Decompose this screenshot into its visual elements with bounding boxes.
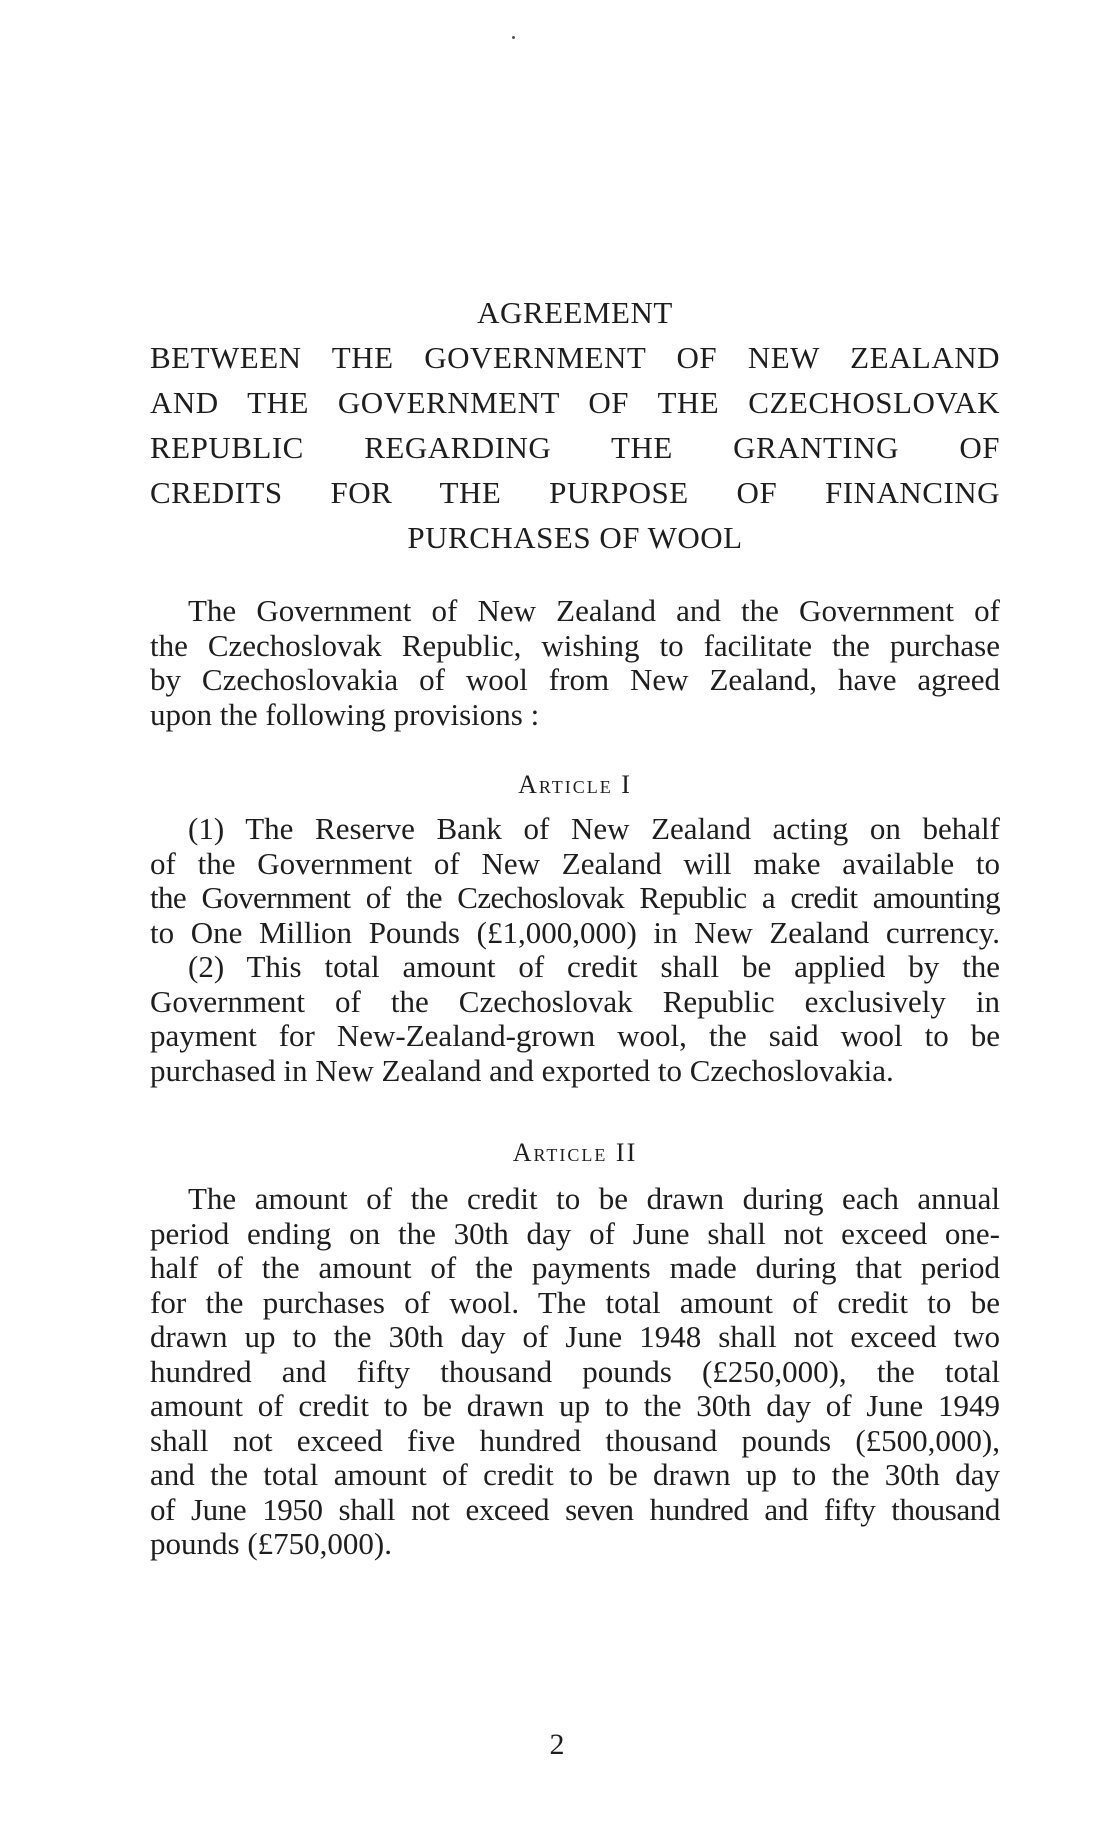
title-line-4: REPUBLIC REGARDING THE GRANTING OF bbox=[150, 430, 1000, 465]
article-2-p1-line-11: pounds (£750,000). bbox=[150, 1526, 392, 1561]
page-number: 2 bbox=[549, 1728, 565, 1761]
title-line-1: AGREEMENT bbox=[477, 295, 673, 330]
article-2-p1-line-8: shall not exceed five hundred thousand pounds (£500,000), bbox=[150, 1422, 1000, 1458]
article-1-p2-line-3: payment for New-Zealand-grown wool, the said wool to be bbox=[150, 1018, 1000, 1053]
article-1-paragraph-1 bbox=[150, 812, 1000, 950]
title-line-3: AND THE GOVERNMENT OF THE CZECHOSLOVAK bbox=[150, 385, 1000, 420]
article-1-p2-line-1: (2) This total amount of credit shall be applied by the bbox=[188, 949, 1000, 984]
article-1-p1-line-1: (1) The Reserve Bank of New Zealand acting on behalf bbox=[188, 811, 1000, 846]
preamble-line-4: upon the following provisions : bbox=[150, 696, 540, 732]
article-1-p1-line-4: to One Million Pounds (£1,000,000) in New Zealand currency. bbox=[150, 914, 1000, 950]
ink-speck bbox=[512, 36, 515, 39]
article-2-p1-line-9: and the total amount of credit to be drawn up to the 30th day bbox=[150, 1457, 1000, 1492]
article-2-paragraph-1 bbox=[150, 1182, 1000, 1562]
title-line-2: BETWEEN THE GOVERNMENT OF NEW ZEALAND bbox=[150, 340, 1000, 375]
article-1-p1-line-2: of the Government of New Zealand will make available to bbox=[150, 845, 1000, 881]
article-2-p1-line-7: amount of credit to be drawn up to the 30th day of June 1949 bbox=[150, 1388, 1000, 1423]
article-2-p1-line-3: half of the amount of the payments made during that period bbox=[150, 1250, 1000, 1285]
article-2-heading: Article II bbox=[512, 1138, 638, 1167]
preamble-line-1: The Government of New Zealand and the Government of bbox=[188, 593, 1000, 628]
article-2-p1-line-5: drawn up to the 30th day of June 1948 shall not exceed two bbox=[150, 1319, 1000, 1354]
article-1-paragraph-2 bbox=[150, 950, 1000, 1088]
article-1-heading: Article I bbox=[518, 770, 632, 799]
title-line-6: PURCHASES OF WOOL bbox=[407, 520, 743, 555]
document-body bbox=[150, 290, 1000, 1562]
article-2-p1-line-6: hundred and fifty thousand pounds (£250,000), the total bbox=[150, 1353, 1000, 1389]
article-2-p1-line-2: period ending on the 30th day of June shall not exceed one- bbox=[150, 1215, 1000, 1251]
article-2-p1-line-1: The amount of the credit to be drawn during each annual bbox=[188, 1181, 1000, 1216]
title-line-5: CREDITS FOR THE PURPOSE OF FINANCING bbox=[150, 475, 1000, 510]
article-1-p1-line-3: the Government of the Czechoslovak Republic a credit amounting bbox=[150, 880, 1000, 915]
preamble-line-3: by Czechoslovakia of wool from New Zealand, have agreed bbox=[150, 662, 1000, 697]
article-2-p1-line-4: for the purchases of wool. The total amount of credit to be bbox=[150, 1284, 1000, 1320]
article-1-p2-line-4: purchased in New Zealand and exported to Czechoslovakia. bbox=[150, 1052, 894, 1088]
article-1-p2-line-2: Government of the Czechoslovak Republic exclusively in bbox=[150, 983, 1000, 1019]
preamble bbox=[150, 594, 1000, 732]
article-2-p1-line-10: of June 1950 shall not exceed seven hundred and fifty thousand bbox=[150, 1491, 1000, 1527]
agreement-title bbox=[150, 290, 1000, 560]
preamble-line-2: the Czechoslovak Republic, wishing to facilitate the purchase bbox=[150, 627, 1000, 663]
